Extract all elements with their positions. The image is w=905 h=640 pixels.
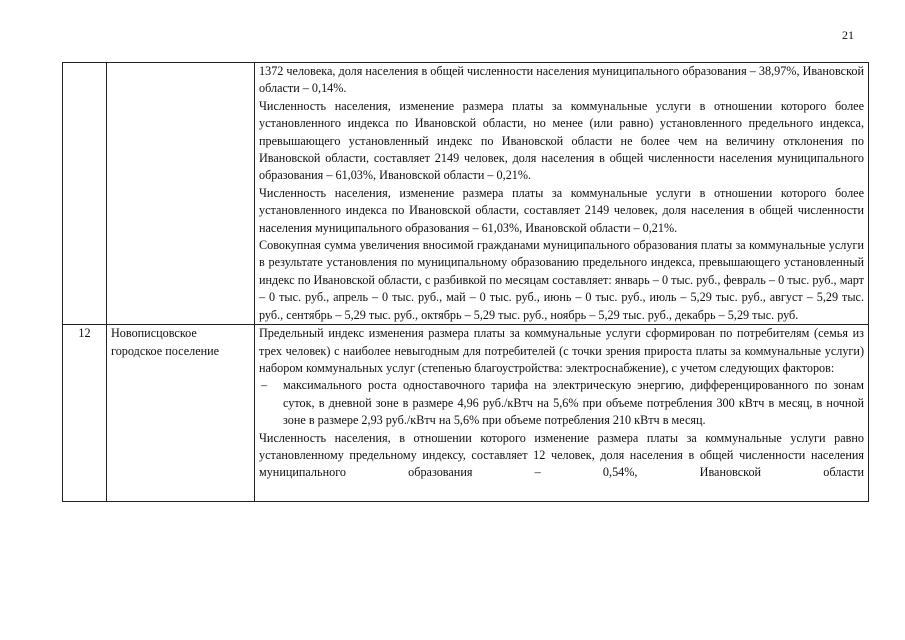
list-item	[259, 377, 864, 429]
description-cell	[255, 63, 869, 325]
paragraph: Предельный индекс изменения размера платы за коммунальные услуги сформирован по потребителям (семья из трех человек) с наиболее невыгодным для потребителей (с точки зрения прироста платы за коммунальные услуги) набором коммунальных услуг (степенью благоустройства: электроснабжение), с учетом следующих факторов:	[259, 326, 864, 375]
row-number-cell: 12	[63, 325, 107, 502]
paragraph: 1372 человека, доля населения в общей численности населения муниципального образования – 38,97%, Ивановской области – 0,14%.	[259, 64, 864, 96]
description-cell	[255, 325, 869, 502]
page-number: 21	[842, 28, 854, 42]
table-row	[63, 325, 869, 502]
municipality-name-cell	[107, 63, 255, 325]
list-dash: –	[261, 378, 268, 393]
municipal-index-table	[62, 62, 869, 502]
row-number-cell	[63, 63, 107, 325]
municipality-name-cell: Новописцовское городское поселение	[107, 325, 255, 502]
paragraph: Численность населения, в отношении которого изменение размера платы за коммунальные услуги равно установленному предельному индексу, составляет 12 человек, доля населения в общей численности населения муниципального образования – 0,54%, Ивановской области	[259, 430, 864, 480]
paragraph: Совокупная сумма увеличения вносимой гражданами муниципального образования платы за коммунальные услуги в результате установления по муниципальному образованию предельного индекса, превышающего установленный индекс по Ивановской области, с разбивкой по месяцам составляет: январь – 0 тыс. руб., февраль – 0 тыс. руб., март – 0 тыс. руб., апрель – 0 тыс. руб., май – 0 тыс. руб., июнь – 0 тыс. руб., июль – 5,29 тыс. руб., август – 5,29 тыс. руб., сентябрь – 5,29 тыс. руб., октябрь – 5,29 тыс. руб., ноябрь – 5,29 тыс. руб., декабрь – 5,29 тыс. руб.	[259, 238, 864, 322]
table-row	[63, 63, 869, 325]
paragraph: Численность населения, изменение размера платы за коммунальные услуги в отношении которого более установленного индекса по Ивановской области, составляет 2149 человек, доля населения в общей численности населения муниципального образования – 61,03%, Ивановской области – 0,21%.	[259, 185, 864, 235]
list-item-text: максимального роста одноставочного тарифа на электрическую энергию, дифференцированного по зонам суток, в дневной зоне в размере 4,96 руб./кВтч на 5,6% при объеме потребления 300 кВтч в месяц, в ночной зоне в размере 2,93 руб./кВтч на 5,6% при объеме потребления 210 кВтч в месяц.	[283, 378, 864, 428]
factors-list	[259, 377, 864, 429]
paragraph: Численность населения, изменение размера платы за коммунальные услуги в отношении которого более установленного индекса по Ивановской области, но менее (или равно) установленного предельного индекса, превышающего установленный индекс по Ивановской области не более чем на величину отклонения по Ивановской области, составляет 2149 человек, доля населения в общей численности населения муниципального образования – 61,03%, Ивановской области – 0,21%.	[259, 98, 864, 183]
